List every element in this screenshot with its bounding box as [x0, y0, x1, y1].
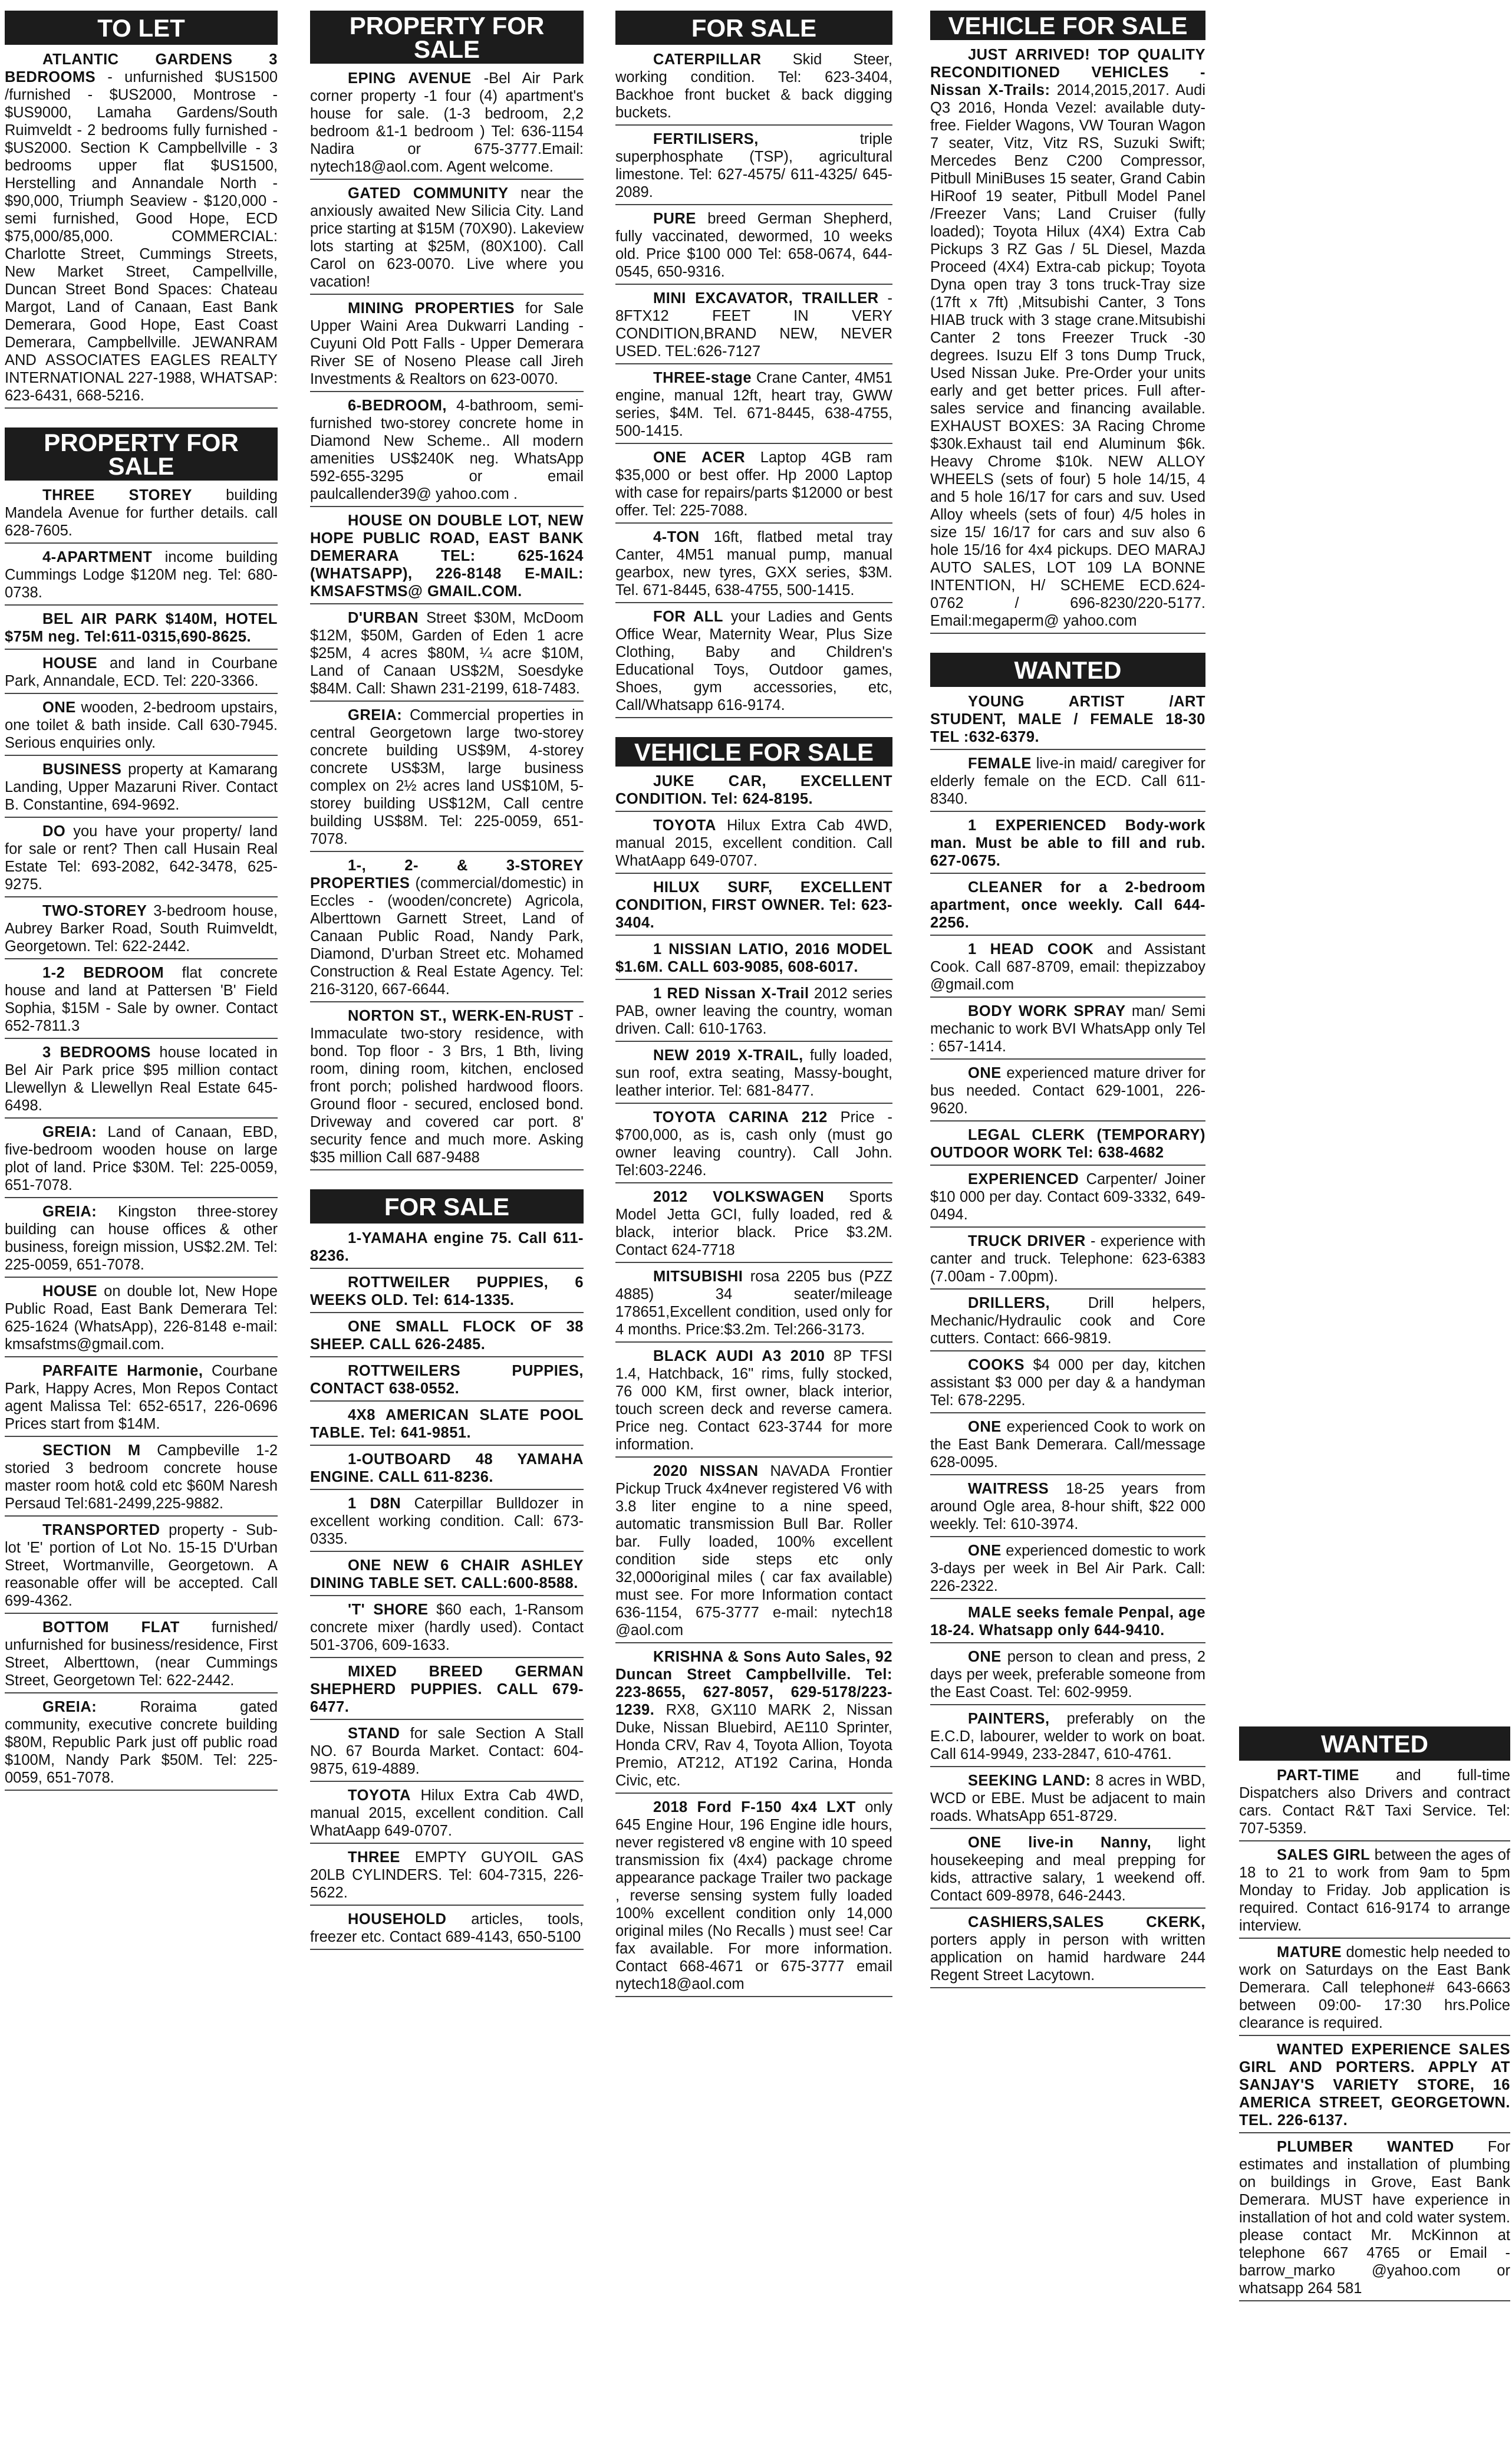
- ad-lead: GREIA:: [42, 1699, 97, 1715]
- ad-body: - unfurnished $US1500 /furnished - $US2000, Montrose - $US9000, Lamaha Gardens/South Ruimveldt - 2 bedrooms fully furnished - $US2000. Section K Campbellville - 3 bedrooms upper flat $US1500, Herstelling and Annandale North - $90,000, Triumph Seaview - $120,000 - semi furnished, Good Hope, ECD $75,000/85,000. COMMERCIAL: Charlotte Street, Cummings Streets, New Market Street, Campellville, Duncan Street Bond Spaces: Chateau Margot, Land of Canaan, East Bank Demerara, Good Hope, East Coast Demerara, Campbellville. JEWANRAM AND ASSOCIATES EAGLES REALTY INTERNATIONAL 227-1988, WHATSAP: 623-6431, 668-5216.: [5, 69, 278, 404]
- column-5: [1239, 1726, 1510, 2434]
- ad-lead: BLACK AUDI A3 2010: [653, 1348, 825, 1364]
- ad-lead: SEEKING LAND:: [968, 1772, 1091, 1789]
- column-4: [930, 11, 1205, 2434]
- ad-body: Hilux Extra Cab 4WD, manual 2015, excellent condition. Call WhatAapp 649-0707.: [310, 1787, 584, 1839]
- ad-lead: ONE: [42, 699, 76, 716]
- ad-lead: D'URBAN: [348, 610, 419, 626]
- ad-lead: ATLANTIC GARDENS 3 BEDROOMS: [5, 51, 278, 85]
- classified-ad: [615, 527, 892, 603]
- ad-body: Sports Model Jetta GCI, fully loaded, red & black, interior black. Price $3.2M. Contact 624-7718: [615, 1189, 892, 1258]
- classified-ad: [310, 1361, 584, 1402]
- ad-lead: NEW 2019 X-TRAIL,: [653, 1047, 803, 1064]
- section-header: FOR SALE: [310, 1189, 584, 1224]
- ad-lead: CLEANER for a 2-bedroom apartment, once weekly. Call 644-2256.: [930, 879, 1205, 931]
- ad-body: person to clean and press, 2 days per week, preferable someone from the East Coast. Tel: 602-9959.: [930, 1649, 1205, 1701]
- ad-body: house located in Bel Air Park price $95 million contact Llewellyn & Llewellyn Real Estate 645-6498.: [5, 1044, 278, 1114]
- ad-body: on double lot, New Hope Public Road, East Bank Demerara Tel: 625-1624 (WhatsApp), 226-8148 e-mail: kmsafstms@gmail.com.: [5, 1283, 278, 1353]
- classified-ad: [930, 1231, 1205, 1290]
- classified-ad: [5, 901, 278, 959]
- ad-body: only 645 Engine Hour, 196 Engine idle hours, never registered v8 engine with 10 speed transmission fix (4x4) package chrome appearance package Trailer two package , reverse sensing system fully loaded 100% excellent condition only 14,000 original miles (No Recalls ) must see! Car fax available. For more information. Contact 668-4671 or 675-3777 email nytech18@aol.com: [615, 1799, 892, 1992]
- ad-body: furnished/ unfurnished for business/residence, First Street, Alberttown, (near Cummings Street, Georgetown Tel: 622-2442.: [5, 1619, 278, 1689]
- classified-ad: [930, 815, 1205, 874]
- ad-lead: HILUX SURF, EXCELLENT CONDITION, FIRST OWNER. Tel: 623-3404.: [615, 879, 892, 931]
- ad-lead: FEMALE: [968, 755, 1032, 772]
- ad-body: domestic help needed to work on Saturdays on the East Bank Demerara. Call telephone# 643-6663 between 09:00- 17:30 hrs.Police clearance is required.: [1239, 1944, 1510, 2031]
- ad-lead: ONE: [968, 1649, 1002, 1665]
- ad-body: property - Sub-lot 'E' portion of Lot No. 15-15 D'Urban Street, Wortmanville, Georgetown. A reasonable offer will be accepted. Call 699-4362.: [5, 1522, 278, 1609]
- classified-ad: [310, 1449, 584, 1490]
- classified-ad: [615, 1461, 892, 1643]
- ad-lead: TOYOTA: [653, 817, 716, 834]
- ad-lead: TRUCK DRIVER: [968, 1233, 1086, 1249]
- section-header: PROPERTY FOR SALE: [5, 427, 278, 481]
- ad-body: Hilux Extra Cab 4WD, manual 2015, excellent condition. Call WhatAapp 649-0707.: [615, 817, 892, 869]
- ad-body: 4-bathroom, semi-furnished two-storey concrete home in Diamond New Scheme.. All modern amenities US$240K neg. WhatsApp 592-655-3295 or email paulcallender39@ yahoo.com .: [310, 397, 584, 502]
- section-gap: [930, 637, 1205, 653]
- ad-body: 8P TFSI 1.4, Hatchback, 16" rims, fully stocked, 76 000 KM, first owner, black interior, touch screen deck and reverse camera. Price neg. Contact 623-3744 for more information.: [615, 1348, 892, 1453]
- section-header: VEHICLE FOR SALE: [930, 11, 1205, 40]
- classified-ad: [615, 771, 892, 812]
- ad-body: 2014,2015,2017. Audi Q3 2016, Honda Vezel: available duty-free. Fielder Wagons, VW Touran Wagon 7 seater, Vitz, Vitz RS, Suzuki Swift; Mercedes Benz C200 Compressor, Pitbull MiniBuses 15 seater, Grand Cabin HiRoof 19 seater, Pitbull Model Panel /Freezer Vans; Land Cruiser (fully loaded); Toyota Hilux (4X4) Extra Cab Pickups 3 RZ Gas / 5L Diesel, Mazda Proceed (4X4) Extra-cab pickup; Toyota Dyna open tray 3 tons truck-Tray size (17ft x 7ft) ,Mitsubishi Canter, 3 Tons HIAB truck with 3 stage crane.Mitsubishi Canter 2 tons Freezer Truck -30 degrees. Isuzu Elf 3 tons Dump Truck, Used Nissan Juke. Pre-Order your units early and get better prices. Full after-sales service and financing available. EXHAUST BOXES: 3A Racing Chrome $30k.Exhaust tail end Aluminum $6k. Heavy Chrome $10k. NEW ALLOY WHEELS (sets of four) 5 hole 14/15, 4 and 5 hole 16/17 for cars and suv. Used Alloy wheels (sets of four) 4/5 holes in size 15/ 16/17 for cars and suv also 6 hole 15/16 for 4x4 pickups. DEO MARAJ AUTO SALES, LOT 109 LA BONNE INTENTION, H/ SCHEME ECD.624-0762 / 696-8230/220-5177. Email:megaperm@ yahoo.com: [930, 82, 1205, 629]
- ad-lead: 2018 Ford F-150 4x4 LXT: [653, 1799, 856, 1816]
- ad-lead: 4-APARTMENT: [42, 549, 153, 565]
- classified-ad: [615, 939, 892, 980]
- classified-ad: [930, 1125, 1205, 1166]
- ad-lead: TOYOTA CARINA 212: [653, 1109, 828, 1126]
- ad-body: income building Cummings Lodge $120M neg. Tel: 680-0738.: [5, 549, 278, 601]
- ad-lead: EPING AVENUE: [348, 70, 472, 87]
- ad-lead: ROTTWEILERS PUPPIES, CONTACT 638-0552.: [310, 1363, 584, 1397]
- ad-lead: 1-OUTBOARD 48 YAMAHA ENGINE. CALL 611-8236.: [310, 1451, 584, 1485]
- ad-body: for Sale Upper Waini Area Dukwarri Landing -Cuyuni Old Pott Falls - Upper Demerara River SE of Noseno Please call Jireh Investments & Realtors on 623-0070.: [310, 300, 584, 387]
- ad-lead: TOYOTA: [348, 1787, 411, 1804]
- ad-lead: PART-TIME: [1277, 1767, 1360, 1784]
- classified-ad: [5, 1520, 278, 1614]
- ad-body: experienced domestic to work 3-days per week in Bel Air Park. Call: 226-2322.: [930, 1543, 1205, 1594]
- classified-ad: [5, 50, 278, 409]
- ad-lead: TWO-STOREY: [42, 903, 147, 919]
- ad-lead: LEGAL CLERK (TEMPORARY) OUTDOOR WORK Tel: 638-4682: [930, 1127, 1205, 1161]
- classified-ad: [310, 68, 584, 180]
- ad-lead: 'T' SHORE: [348, 1601, 429, 1618]
- classified-ad: [930, 1709, 1205, 1767]
- classified-ad: [930, 1479, 1205, 1537]
- ad-lead: THREE: [348, 1849, 400, 1866]
- ad-lead: THREE-stage: [653, 370, 752, 386]
- classified-ad: [615, 1346, 892, 1458]
- ad-lead: MINING PROPERTIES: [348, 300, 515, 317]
- classified-ad: [930, 1603, 1205, 1643]
- ad-lead: BEL AIR PARK $140M, HOTEL $75M neg. Tel:611-0315,690-8625.: [5, 611, 278, 645]
- ad-body: Street $30M, McDoom $12M, $50M, Garden of Eden 1 acre $25M, 4 acres $80M, ¼ acre $10M, Land of Canaan US$2M, Soesdyke $84M. Call: Shawn 231-2199, 618-7483.: [310, 610, 584, 697]
- classified-ad: [930, 1771, 1205, 1829]
- classified-ad: [310, 298, 584, 392]
- ad-body: 8 acres in WBD, WCD or EBE. Must be adjacent to main roads. WhatsApp 651-8729.: [930, 1772, 1205, 1824]
- ad-lead: PLUMBER WANTED: [1277, 2139, 1454, 2155]
- ad-body: (commercial/domestic) in Eccles - (wooden/concrete) Agricola, Alberttown Garnett Street, Land of Canaan Public Road, Nandy Park, Diamond, D'urban Street etc. Mohamed Construction & Real Estate Agency. Tel: 216-3120, 667-6644.: [310, 875, 584, 998]
- classified-ad: [5, 1042, 278, 1119]
- classified-ad: [5, 1361, 278, 1437]
- ad-lead: 1 HEAD COOK: [968, 941, 1094, 958]
- ad-body: EMPTY GUYOIL GAS 20LB CYLINDERS. Tel: 604-7315, 226-5622.: [310, 1849, 584, 1901]
- classified-ad: [310, 608, 584, 702]
- classified-ad: [930, 1541, 1205, 1599]
- ad-lead: GREIA:: [42, 1203, 97, 1220]
- classified-ad: [615, 209, 892, 285]
- classified-ad: [5, 963, 278, 1039]
- ad-body: you have your property/ land for sale or rent? Then call Husain Real Estate Tel: 693-2082, 642-3478, 625-9275.: [5, 823, 278, 893]
- section-header: PROPERTY FOR SALE: [310, 11, 584, 64]
- ad-body: articles, tools, freezer etc. Contact 689-4143, 650-5100: [310, 1911, 584, 1945]
- ad-body: rosa 2205 bus (PZZ 4885) 34 seater/mileage 178651,Excellent condition, used only for 4 months. Price:$3.2m. Tel:266-3173.: [615, 1268, 892, 1338]
- ad-body: for sale Section A Stall NO. 67 Bourda Market. Contact: 604-9875, 619-4889.: [310, 1725, 584, 1777]
- classified-ad: [615, 1107, 892, 1183]
- ad-body: NAVADA Frontier Pickup Truck 4x4never registered V6 with 3.8 liter engine to a nine speed, automatic transmission Bull Bar. Roller bar. Fully loaded, 100% excellent condition side steps etc only 32,000original miles ( car fax available) must see. For more Information contact 636-1154, 675-3777 e-mail: nytech18 @aol.com: [615, 1463, 892, 1639]
- ad-body: For estimates and installation of plumbing on buildings in Grove, East Bank Demerara. MUST have experience in installation of hot and cold water system. please contact Mr. McKinnon at telephone 667 4765 or Email - barrow_marko @yahoo.com or whatsapp 264 581: [1239, 2139, 1510, 2297]
- ad-lead: THREE STOREY: [42, 487, 192, 504]
- ad-lead: ONE live-in Nanny,: [968, 1834, 1152, 1851]
- ad-lead: HOUSEHOLD: [348, 1911, 447, 1928]
- ad-lead: ONE ACER: [653, 449, 746, 466]
- ad-lead: HOUSE: [42, 655, 98, 672]
- column-2: [310, 11, 584, 2434]
- classified-ad: [1239, 2040, 1510, 2133]
- section-header: WANTED: [930, 653, 1205, 687]
- ad-body: and Assistant Cook. Call 687-8709, email: thepizzaboy @gmail.com: [930, 941, 1205, 993]
- ad-body: experienced mature driver for bus needed. Contact 629-1001, 226-9620.: [930, 1065, 1205, 1117]
- classified-ad: [310, 1272, 584, 1313]
- classified-ad: [5, 1617, 278, 1693]
- ad-lead: STAND: [348, 1725, 400, 1742]
- classified-ad: [5, 1281, 278, 1357]
- ad-body: Campbeville 1-2 storied 3 bedroom concrete house master room hot& cold etc $60M Naresh Persaud Tel:681-2499,225-9882.: [5, 1442, 278, 1512]
- classified-ad: [930, 754, 1205, 812]
- ad-lead: SECTION M: [42, 1442, 141, 1459]
- ad-lead: COOKS: [968, 1357, 1025, 1373]
- ad-lead: MIXED BREED GERMAN SHEPHERD PUPPIES. CALL 679-6477.: [310, 1663, 584, 1715]
- ad-lead: 1-, 2- & 3-STOREY PROPERTIES: [310, 857, 584, 892]
- ad-body: Roraima gated community, executive concrete building $80M, Republic Park just off public road $100M, Nandy Park $50M. Tel: 225-0059, 651-7078.: [5, 1699, 278, 1786]
- classified-ad: [615, 1187, 892, 1263]
- ad-lead: 6-BEDROOM,: [348, 397, 447, 414]
- classified-ad: [615, 984, 892, 1042]
- ad-lead: JUKE CAR, EXCELLENT CONDITION. Tel: 624-8195.: [615, 773, 892, 807]
- ad-body: flat concrete house and land at Pattersen 'B' Field Sophia, $15M - Sale by owner. Contact 652-7811.3: [5, 965, 278, 1034]
- classified-ad: [930, 692, 1205, 750]
- classified-ad: [5, 1441, 278, 1517]
- classified-ad: [310, 1405, 584, 1446]
- ad-body: 18-25 years from around Ogle area, 8-hour shift, $22 000 weekly. Tel: 610-3974.: [930, 1481, 1205, 1532]
- classified-ad: [5, 1122, 278, 1198]
- ad-body: $60 each, 1-Ransom concrete mixer (hardly used). Contact 501-3706, 609-1633.: [310, 1601, 584, 1653]
- ad-lead: MITSUBISHI: [653, 1268, 743, 1285]
- classified-ad: [615, 50, 892, 126]
- ad-body: your Ladies and Gents Office Wear, Maternity Wear, Plus Size Clothing, Baby and Children's Educational Toys, Outdoor games, Shoes, gym accessories, etc, Call/Whatsapp 616-9174.: [615, 609, 892, 713]
- ad-body: Skid Steer, working condition. Tel: 623-3404, Backhoe front bucket & back digging buckets.: [615, 51, 892, 121]
- classified-ad: [5, 653, 278, 694]
- ad-lead: TRANSPORTED: [42, 1522, 160, 1538]
- ad-body: Commercial properties in central Georgetown large two-storey concrete building US$9M, 4-storey concrete US$3M, large business complex on 2½ acres land US$10M, 5-storey building US$12M, Call centre building US$8M. Tel: 225-0059, 651-7078.: [310, 707, 584, 847]
- classified-ad: [930, 1063, 1205, 1122]
- ad-body: 3-bedroom house, Aubrey Barker Road, South Ruimveldt, Georgetown. Tel: 622-2442.: [5, 903, 278, 955]
- ad-lead: GREIA:: [348, 707, 403, 723]
- ad-lead: HOUSE ON DOUBLE LOT, NEW HOPE PUBLIC ROAD, EAST BANK DEMERARA TEL: 625-1624 (WHATSAPP), 226-8148 E-MAIL: KMSAFSTMS@ GMAIL.COM.: [310, 512, 584, 600]
- ad-body: between the ages of 18 to 21 to work from 9am to 5pm Monday to Friday. Job application is required. Contact 616-9174 to arrange interview.: [1239, 1847, 1510, 1934]
- classified-ad: [5, 485, 278, 544]
- classified-ad: [310, 1847, 584, 1906]
- classified-ad: [615, 368, 892, 444]
- ad-lead: PARFAITE Harmonie,: [42, 1363, 203, 1379]
- classified-ad: [310, 1006, 584, 1170]
- ad-body: property at Kamarang Landing, Upper Mazaruni River. Contact B. Constantine, 694-9692.: [5, 761, 278, 813]
- section-header: WANTED: [1239, 1726, 1510, 1761]
- ad-lead: DRILLERS,: [968, 1295, 1050, 1311]
- ad-lead: BOTTOM FLAT: [42, 1619, 180, 1636]
- classified-ad: [615, 288, 892, 364]
- classified-ad: [930, 877, 1205, 936]
- ad-body: Courbane Park, Happy Acres, Mon Repos Contact agent Malissa Tel: 652-6517, 226-0696 Prices start from $14M.: [5, 1363, 278, 1432]
- classified-ad: [930, 1293, 1205, 1351]
- classified-ad: [5, 821, 278, 897]
- ad-lead: DO: [42, 823, 66, 840]
- ad-lead: ONE: [968, 1543, 1002, 1559]
- ad-lead: BODY WORK SPRAY: [968, 1003, 1126, 1019]
- classified-ad: [1239, 2137, 1510, 2301]
- classified-ad: [310, 1662, 584, 1720]
- classified-ad: [1239, 1942, 1510, 2036]
- classified-ad: [5, 698, 278, 756]
- classified-ad: [310, 511, 584, 604]
- ad-body: 2012 series PAB, owner leaving the country, woman driven. Call: 610-1763.: [615, 985, 892, 1037]
- classified-ad: [930, 45, 1205, 634]
- classified-ad: [5, 759, 278, 818]
- classified-ad: [310, 705, 584, 852]
- classified-ad: [1239, 1765, 1510, 1841]
- classified-ad: [5, 609, 278, 650]
- classified-ad: [930, 1169, 1205, 1228]
- ad-lead: 1 RED Nissan X-Trail: [653, 985, 809, 1002]
- ad-lead: CATERPILLAR: [653, 51, 762, 68]
- ad-lead: 1-2 BEDROOM: [42, 965, 164, 981]
- classified-ad: [5, 1697, 278, 1791]
- section-gap: [310, 1174, 584, 1189]
- classified-ad: [615, 1647, 892, 1794]
- ad-body: $4 000 per day, kitchen assistant $3 000 per day & a handyman Tel: 678-2295.: [930, 1357, 1205, 1409]
- classified-ad: [310, 183, 584, 295]
- ad-lead: 2020 NISSAN: [653, 1463, 759, 1479]
- classified-ad: [615, 1045, 892, 1104]
- ad-lead: 1 NISSIAN LATIO, 2016 MODEL $1.6M. CALL 603-9085, 608-6017.: [615, 941, 892, 975]
- ad-body: light housekeeping and meal prepping for kids, attractive salary, 1 weekend off. Contact 609-8978, 646-2443.: [930, 1834, 1205, 1904]
- classified-ad: [310, 1555, 584, 1596]
- classified-ad: [310, 1909, 584, 1950]
- classified-ad: [1239, 1845, 1510, 1939]
- ad-lead: MALE seeks female Penpal, age 18-24. Whatsapp only 644-9410.: [930, 1604, 1205, 1639]
- column-1: [5, 11, 278, 2434]
- column-3: [615, 11, 892, 2434]
- classified-ad: [615, 129, 892, 205]
- ad-body: fully loaded, sun roof, extra seating, Massy-bought, leather interior. Tel: 681-8477.: [615, 1047, 892, 1099]
- ad-body: man/ Semi mechanic to work BVI WhatsApp only Tel : 657-1414.: [930, 1003, 1205, 1055]
- classified-ad: [310, 1600, 584, 1658]
- ad-lead: ONE: [968, 1065, 1002, 1081]
- ad-body: porters apply in person with written application on hamid hardware 244 Regent Street Lacytown.: [930, 1932, 1205, 1984]
- ad-body: RX8, GX110 MARK 2, Nissan Duke, Nissan Bluebird, AE110 Sprinter, Honda CRV, Rav 4, Toyota Allion, Toyota Premio, AT212, AT192 Carina, Honda Civic, etc.: [615, 1702, 892, 1789]
- classified-ad: [310, 1494, 584, 1552]
- classified-ad: [310, 1785, 584, 1844]
- ad-body: breed German Shepherd, fully vaccinated, dewormed, 10 weeks old. Price $100 000 Tel: 658-0674, 644-0545, 650-9316.: [615, 211, 892, 280]
- ad-lead: FERTILISERS,: [653, 131, 759, 147]
- section-header: FOR SALE: [615, 11, 892, 45]
- classified-ad: [310, 1724, 584, 1782]
- ad-body: - 8FTX12 FEET IN VERY CONDITION,BRAND NEW, NEVER USED. TEL:626-7127: [615, 290, 892, 360]
- ad-lead: PURE: [653, 211, 696, 227]
- classified-ad: [310, 1228, 584, 1269]
- ad-body: preferably on the E.C.D, labourer, welder to work on boat. Call 614-9949, 233-2847, 610-4761.: [930, 1711, 1205, 1762]
- ad-lead: KRISHNA & Sons Auto Sales, 92 Duncan Street Campbellville. Tel: 223-8655, 627-8057, 629-5178/223-1239.: [615, 1649, 892, 1718]
- ad-lead: ONE: [968, 1419, 1002, 1435]
- ad-lead: WANTED EXPERIENCE SALES GIRL AND PORTERS. APPLY AT SANJAY'S VARIETY STORE, 16 AMERICA STREET, GEORGETOWN. TEL. 226-6137.: [1239, 2041, 1510, 2129]
- ad-lead: JUST ARRIVED! TOP QUALITY RECONDITIONED VEHICLES - Nissan X-Trails:: [930, 47, 1205, 98]
- classified-ad: [5, 547, 278, 606]
- classified-ad: [310, 856, 584, 1002]
- section-header: TO LET: [5, 11, 278, 45]
- ad-body: Kingston three-storey building can house offices & other business, foreign mission, US$2.2M. Tel: 225-0059, 651-7078.: [5, 1203, 278, 1273]
- classified-ad: [930, 1417, 1205, 1475]
- ad-body: Price - $700,000, as is, cash only (must go owner leaving country). Call John. Tel:603-2246.: [615, 1109, 892, 1179]
- ad-lead: SALES GIRL: [1277, 1847, 1371, 1863]
- ad-body: triple superphosphate (TSP), agricultural limestone. Tel: 627-4575/ 611-4325/ 645-2089.: [615, 131, 892, 200]
- ad-body: live-in maid/ caregiver for elderly female on the ECD. Call 611-8340.: [930, 755, 1205, 807]
- classified-ad: [930, 1001, 1205, 1060]
- ad-body: - Immaculate two-story residence, with bond. Top floor - 3 Brs, 1 Bth, living room, dining room, kitchen, enclosed front porch; polished hardwood floors. Ground floor - secured, enclosed bond. Driveway and covered car port. 8' security fence and much more. Asking $35 million Call 687-9488: [310, 1008, 584, 1166]
- ad-body: Land of Canaan, EBD, five-bedroom wooden house on large plot of land. Price $30M. Tel: 225-0059, 651-7078.: [5, 1124, 278, 1193]
- classified-ad: [930, 1355, 1205, 1413]
- ad-lead: WAITRESS: [968, 1481, 1049, 1497]
- ad-lead: NORTON ST., WERK-EN-RUST: [348, 1008, 574, 1024]
- classified-ad: [930, 1833, 1205, 1909]
- classified-ad: [930, 1912, 1205, 1988]
- classified-ad: [615, 1267, 892, 1343]
- ad-lead: ROTTWEILER PUPPIES, 6 WEEKS OLD. Tel: 614-1335.: [310, 1274, 584, 1308]
- classified-ad: [930, 939, 1205, 998]
- ad-lead: FOR ALL: [653, 609, 723, 625]
- ad-lead: 2012 VOLKSWAGEN: [653, 1189, 825, 1205]
- classified-ad: [310, 1317, 584, 1357]
- section-header: VEHICLE FOR SALE: [615, 737, 892, 767]
- ad-body: Crane Canter, 4M51 engine, manual 12ft, heart tray, GWW series, $4M. Tel. 671-8445, 638-4755, 500-1415.: [615, 370, 892, 439]
- ad-body: and land in Courbane Park, Annandale, ECD. Tel: 220-3366.: [5, 655, 278, 689]
- classified-ad: [615, 1797, 892, 1997]
- ad-body: near the anxiously awaited New Silicia City. Land price starting at $15M (70X90). Lakeview lots starting at $25M, (80X100). Call Carol on 623-0070. Live where you vacation!: [310, 185, 584, 290]
- ad-body: building Mandela Avenue for further details. call 628-7605.: [5, 487, 278, 539]
- ad-body: Carpenter/ Joiner $10 000 per day. Contact 609-3332, 649-0494.: [930, 1171, 1205, 1223]
- ad-lead: GREIA:: [42, 1124, 97, 1140]
- ad-body: -Bel Air Park corner property -1 four (4) apartment's house for sale. (1-3 bedroom, 2,2 bedroom &1-1 bedroom ) Tel: 636-1154 Nadira or 675-3777.Email: nytech18@aol.com. Agent welcome.: [310, 70, 584, 175]
- ad-lead: 4-TON: [653, 529, 700, 545]
- ad-lead: PAINTERS,: [968, 1711, 1050, 1727]
- ad-lead: MATURE: [1277, 1944, 1342, 1961]
- ad-body: - experience with canter and truck. Telephone: 623-6383 (7.00am - 7.00pm).: [930, 1233, 1205, 1285]
- classified-ad: [5, 1202, 278, 1278]
- ad-lead: ONE NEW 6 CHAIR ASHLEY DINING TABLE SET. CALL:600-8588.: [310, 1557, 584, 1591]
- ad-lead: HOUSE: [42, 1283, 98, 1300]
- section-gap: [615, 722, 892, 737]
- ad-lead: EXPERIENCED: [968, 1171, 1079, 1188]
- classified-ad: [615, 877, 892, 936]
- ad-body: Laptop 4GB ram $35,000 or best offer. Hp 2000 Laptop with case for repairs/parts $12000 or best offer. Tel: 225-7088.: [615, 449, 892, 519]
- classified-ad: [615, 607, 892, 718]
- ad-lead: 1 EXPERIENCED Body-work man. Must be able to fill and rub. 627-0675.: [930, 817, 1205, 869]
- ad-body: Caterpillar Bulldozer in excellent working condition. Call: 673-0335.: [310, 1495, 584, 1547]
- classified-ad: [615, 815, 892, 874]
- ad-body: Drill helpers, Mechanic/Hydraulic cook and Core cutters. Contact: 666-9819.: [930, 1295, 1205, 1347]
- ad-lead: CASHIERS,SALES CKERK,: [968, 1914, 1205, 1930]
- classified-ad: [930, 1647, 1205, 1705]
- ad-body: wooden, 2-bedroom upstairs, one toilet & bath inside. Call 630-7945. Serious enquiries only.: [5, 699, 278, 751]
- ad-lead: BUSINESS: [42, 761, 122, 778]
- ad-lead: MINI EXCAVATOR, TRAILLER: [653, 290, 879, 307]
- ad-lead: GATED COMMUNITY: [348, 185, 509, 202]
- ad-body: experienced Cook to work on the East Bank Demerara. Call/message 628-0095.: [930, 1419, 1205, 1471]
- ad-lead: 4X8 AMERICAN SLATE POOL TABLE. Tel: 641-9851.: [310, 1407, 584, 1441]
- section-gap: [5, 412, 278, 427]
- ad-body: 16ft, flatbed metal tray Canter, 4M51 manual pump, manual gearbox, new tyres, GXX series, $3M. Tel. 671-8445, 638-4755, 500-1415.: [615, 529, 892, 598]
- classified-ad: [310, 396, 584, 507]
- ad-lead: 1 D8N: [348, 1495, 401, 1512]
- ad-lead: 1-YAMAHA engine 75. Call 611-8236.: [310, 1230, 584, 1264]
- ad-lead: YOUNG ARTIST /ART STUDENT, MALE / FEMALE 18-30 TEL :632-6379.: [930, 693, 1205, 745]
- ad-body: and full-time Dispatchers also Drivers and contract cars. Contact R&T Taxi Service. Tel: 707-5359.: [1239, 1767, 1510, 1837]
- classified-ad: [615, 448, 892, 524]
- ad-lead: ONE SMALL FLOCK OF 38 SHEEP. CALL 626-2485.: [310, 1318, 584, 1353]
- ad-lead: 3 BEDROOMS: [42, 1044, 151, 1061]
